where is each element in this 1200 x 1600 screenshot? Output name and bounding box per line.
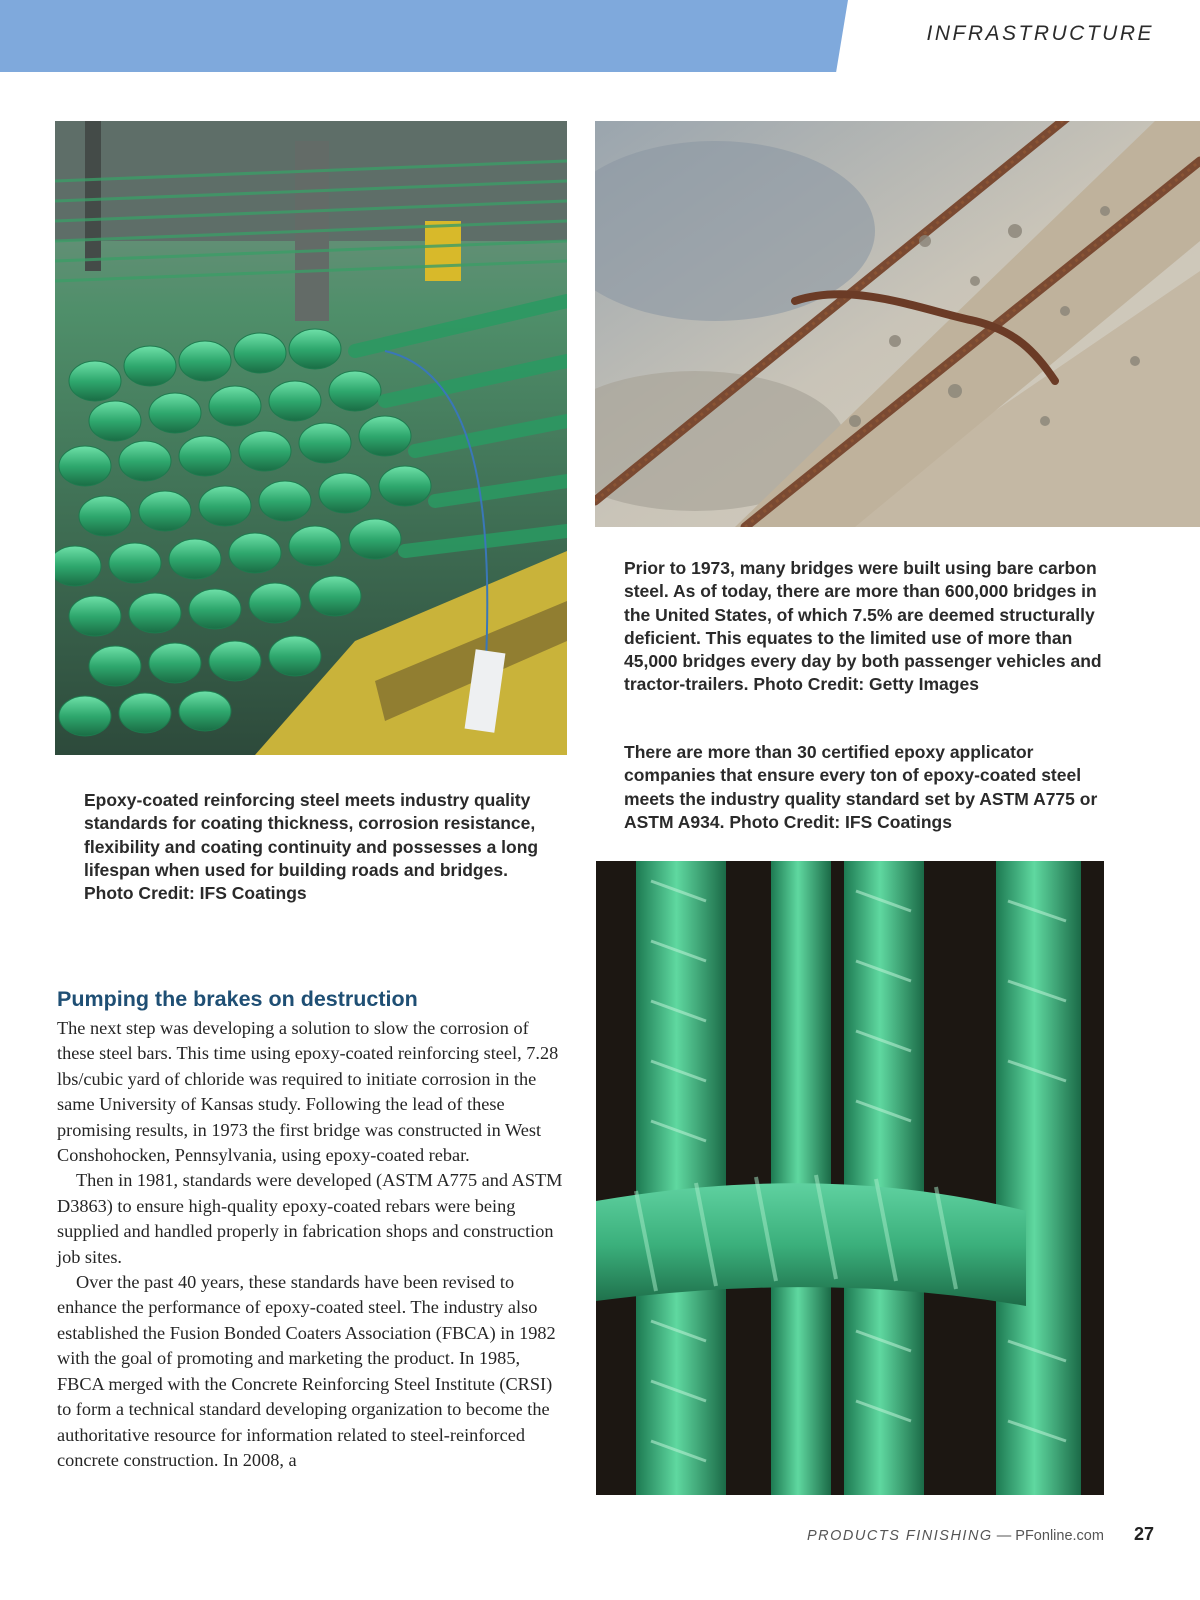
page-footer	[807, 1524, 1154, 1545]
article-paragraph: Over the past 40 years, these standards have been revised to enhance the performance of epoxy-coated steel. The industry also established the Fusion Bonded Coaters Association (FBCA) in 1982 with the goal of promoting and marketing the product. In 1985, FBCA merged with the Concrete Reinforcing Steel Institute (CRSI) to form a technical standard developing organization to become the authoritative resource for information related to steel-reinforced concrete construction. In 2008, a	[57, 1272, 556, 1470]
caption-bridges-history: Prior to 1973, many bridges were built using bare carbon steel. As of today, there are more than 600,000 bridges in the United States, of which 7.5% are deemed structurally deficient. This equates to the limited use of more than 45,000 bridges every day by both passenger vehicles and tractor-trailers. Photo Credit: Getty Images	[624, 558, 1102, 695]
page-number: 27	[1133, 1524, 1154, 1544]
caption-certified-applicators: There are more than 30 certified epoxy applicator companies that ensure every ton of epoxy-coated steel meets the industry quality standard set by ASTM A775 or ASTM A934. Photo Credit: IFS Coatings	[624, 742, 1098, 832]
article-body	[57, 1016, 569, 1473]
article-heading: Pumping the brakes on destruction	[57, 987, 418, 1011]
caption-epoxy-rebar-quality: Epoxy-coated reinforcing steel meets industry quality standards for coating thickness, corrosion resistance, flexibility and coating continuity and possesses a long lifespan when used for building roads and bridges. Photo Credit: IFS Coatings	[84, 790, 539, 904]
photo-green-rebar-closeup	[596, 861, 1104, 1495]
footer-separator: —	[996, 1528, 1012, 1544]
section-label: INFRASTRUCTURE	[926, 22, 1154, 45]
header-band	[0, 0, 848, 72]
photo-green-rebar-stack	[55, 121, 567, 755]
article-paragraph: Then in 1981, standards were developed (ASTM A775 and ASTM D3863) to ensure high-quality epoxy-coated rebars were being supplied and handled properly in fabrication shops and construction job sites.	[57, 1170, 563, 1267]
photo-rusted-rebar-concrete	[595, 121, 1200, 527]
website-link[interactable]: PFonline.com	[1015, 1528, 1104, 1544]
publication-name: PRODUCTS FINISHING	[807, 1528, 993, 1544]
article-paragraph: The next step was developing a solution to slow the corrosion of these steel bars. This time using epoxy-coated reinforcing steel, 7.28 lbs/cubic yard of chloride was required to initiate corrosion in the same University of Kansas study. Following the lead of these promising results, in 1973 the first bridge was constructed in West Conshohocken, Pennsylvania, using epoxy-coated rebar.	[57, 1018, 559, 1166]
